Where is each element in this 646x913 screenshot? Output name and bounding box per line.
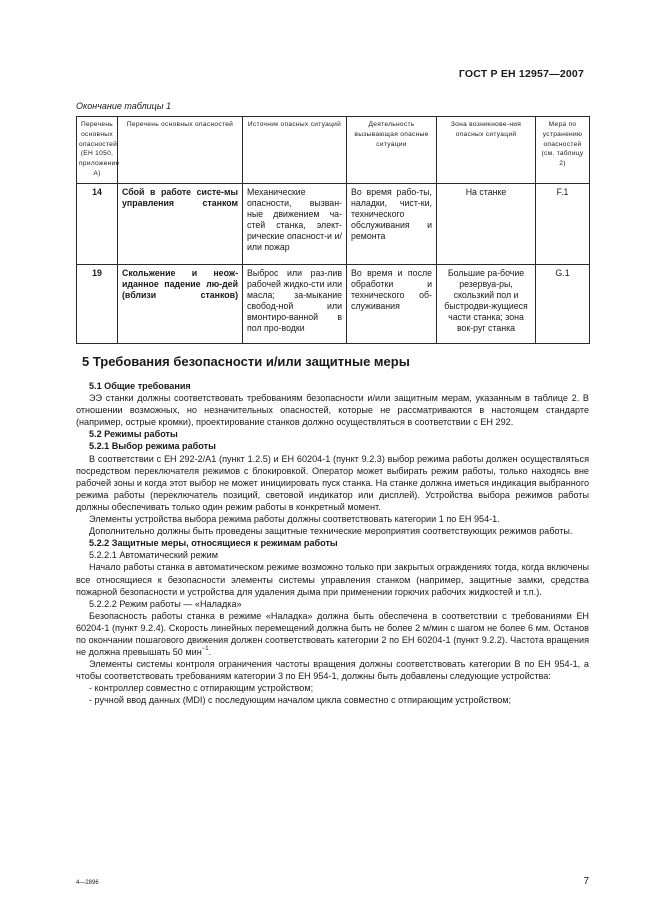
- paragraph-5-2-2-1: Начало работы станка в автоматическом режиме возможно только при закрытых ограждениях тогда, когда включены все относящиеся к безопасности элементы системы управления станком (например, защитные замки, средства пожарной безопасности и устройства для удаления дыма при применении горючих рабочих жидкостей и т.п.).: [76, 562, 589, 597]
- hazards-table: [76, 116, 590, 344]
- clause-title-5-2-2-1: 5.2.2.1 Автоматический режим: [89, 550, 218, 561]
- page-number: 7: [583, 876, 589, 887]
- col-header-activity: Деятельность вызывающая опасные ситуации: [347, 117, 437, 184]
- subsection-title-5-2-1: 5.2.1 Выбор режима работы: [89, 441, 216, 452]
- paragraph-5-2-2-2-a: [76, 610, 589, 658]
- col-header-hazard-no: Перечень основных опасностей (ЕН 1050, приложение А): [77, 117, 118, 184]
- cell-activity: Во время рабо-ты, наладки, чист-ки, технического обслуживания и ремонта: [347, 184, 437, 265]
- superscript: −1: [201, 646, 209, 653]
- standard-code: ГОСТ Р ЕН 12957—2007: [458, 68, 584, 80]
- cell-zone: Большие ра-бочие резервуа-ры, скользкий пол и быстродви-жущиеся части станка; зона вок-руг станка: [437, 265, 536, 344]
- paragraph-5-2-2-2-b: Элементы системы контроля ограничения частоты вращения должны соответствовать категории В по ЕН 954-1, а чтобы соответствовать требованиям категории 3 по ЕН 954-1, должны быть добавлены следующие устройства:: [76, 659, 589, 682]
- paragraph-5-2-1-b: Элементы устройства выбора режима работы должны соответствовать категории 1 по ЕН 954-1.: [89, 514, 500, 525]
- paragraph-end: .: [208, 647, 212, 658]
- table-row: [77, 184, 590, 265]
- table-header-row: [77, 117, 590, 184]
- cell-activity: Во время и после обработки и технического об-служивания: [347, 265, 437, 344]
- subsection-title-5-2-2: 5.2.2 Защитные меры, относящиеся к режимам работы: [89, 538, 338, 549]
- list-item: - ручной ввод данных (MDI) с последующим началом цикла совместно с отпирающим устройством;: [89, 695, 512, 706]
- cell-zone: На станке: [437, 184, 536, 265]
- cell-measure: F.1: [536, 184, 590, 265]
- table-caption: Окончание таблицы 1: [76, 101, 171, 111]
- col-header-measure: Мера по устранению опасностей (см. таблицу 2): [536, 117, 590, 184]
- table-row: [77, 265, 590, 344]
- subsection-title-5-1: 5.1 Общие требования: [89, 381, 191, 391]
- subsection-title-5-2: 5.2 Режимы работы: [89, 429, 178, 440]
- cell-num: 14: [77, 184, 118, 265]
- col-header-hazard-list: Перечень основных опасностей: [118, 117, 243, 184]
- col-header-source: Источник опасных ситуаций: [243, 117, 347, 184]
- list-item: - контроллер совместно с отпирающим устройством;: [89, 683, 314, 694]
- cell-hazard: Сбой в работе систе-мы управления станком: [118, 184, 243, 265]
- paragraph-5-2-1-a: В соответствии с ЕН 292-2/А1 (пункт 1.2.5) и ЕН 60204-1 (пункт 9.2.3) выбор режима работы должен осуществляться посредством переключателя режимов с блокировкой. Оператор может выбирать режим работы, только находясь вне рабочей зоны и когда этот выбор не может инициировать пуск станка. На станке должна иметься индикация выбранного режима работы (переключатель позиций, световой индикатор или дисплей). Устройства выбора режимов работы должны обеспечивать только один режим работы в конкретный момент.: [76, 453, 589, 512]
- paragraph-text: Безопасность работы станка в режиме «Наладка» должна быть обеспечена в соответствии с требованиями ЕН 60204-1 (пункт 9.2.4). Скорость линейных перемещений должна быть не более 2 м/мин с шагом не более 6 мм. Останов по окончании пошагового движения должен соответствовать категории 2 по ЕН 60204-1 (пункт 9.2.2). Частота вращения не должна превышать 50 мин: [76, 610, 589, 658]
- cell-hazard: Скольжение и неож-иданное падение лю-дей (вблизи станков): [118, 265, 243, 344]
- paragraph-5-2-1-c: Дополнительно должны быть проведены защитные технические мероприятия соответствующих режимов работы.: [89, 526, 573, 537]
- section-5-body: [76, 354, 589, 707]
- footer-print-code: 4—2896: [76, 880, 99, 886]
- section-title: 5 Требования безопасности и/или защитные меры: [82, 354, 410, 369]
- paragraph-5-1: ЭЭ станки должны соответствовать требованиям безопасности и/или защитным мерам, указанным в таблице 2. В отношении возможных, но незначительных опасностей, которые не рассматриваются в настоящем стандарте (например, острые кромки), проектирование станков должно осуществляться в соответствии с ЕН 292.: [76, 393, 589, 428]
- col-header-zone: Зона возникнове-ния опасных ситуаций: [437, 117, 536, 184]
- cell-source: Выброс или раз-лив рабочей жидко-сти или масла; за-мыкание свобод-ной или вмонтиро-ванной в пол про-водки: [243, 265, 347, 344]
- cell-measure: G.1: [536, 265, 590, 344]
- cell-source: Механические опасности, вызван-ные движением ча-стей станка, элект-рические опасност-и и/или пожар: [243, 184, 347, 265]
- clause-title-5-2-2-2: 5.2.2.2 Режим работы — «Наладка»: [89, 598, 242, 609]
- cell-num: 19: [77, 265, 118, 344]
